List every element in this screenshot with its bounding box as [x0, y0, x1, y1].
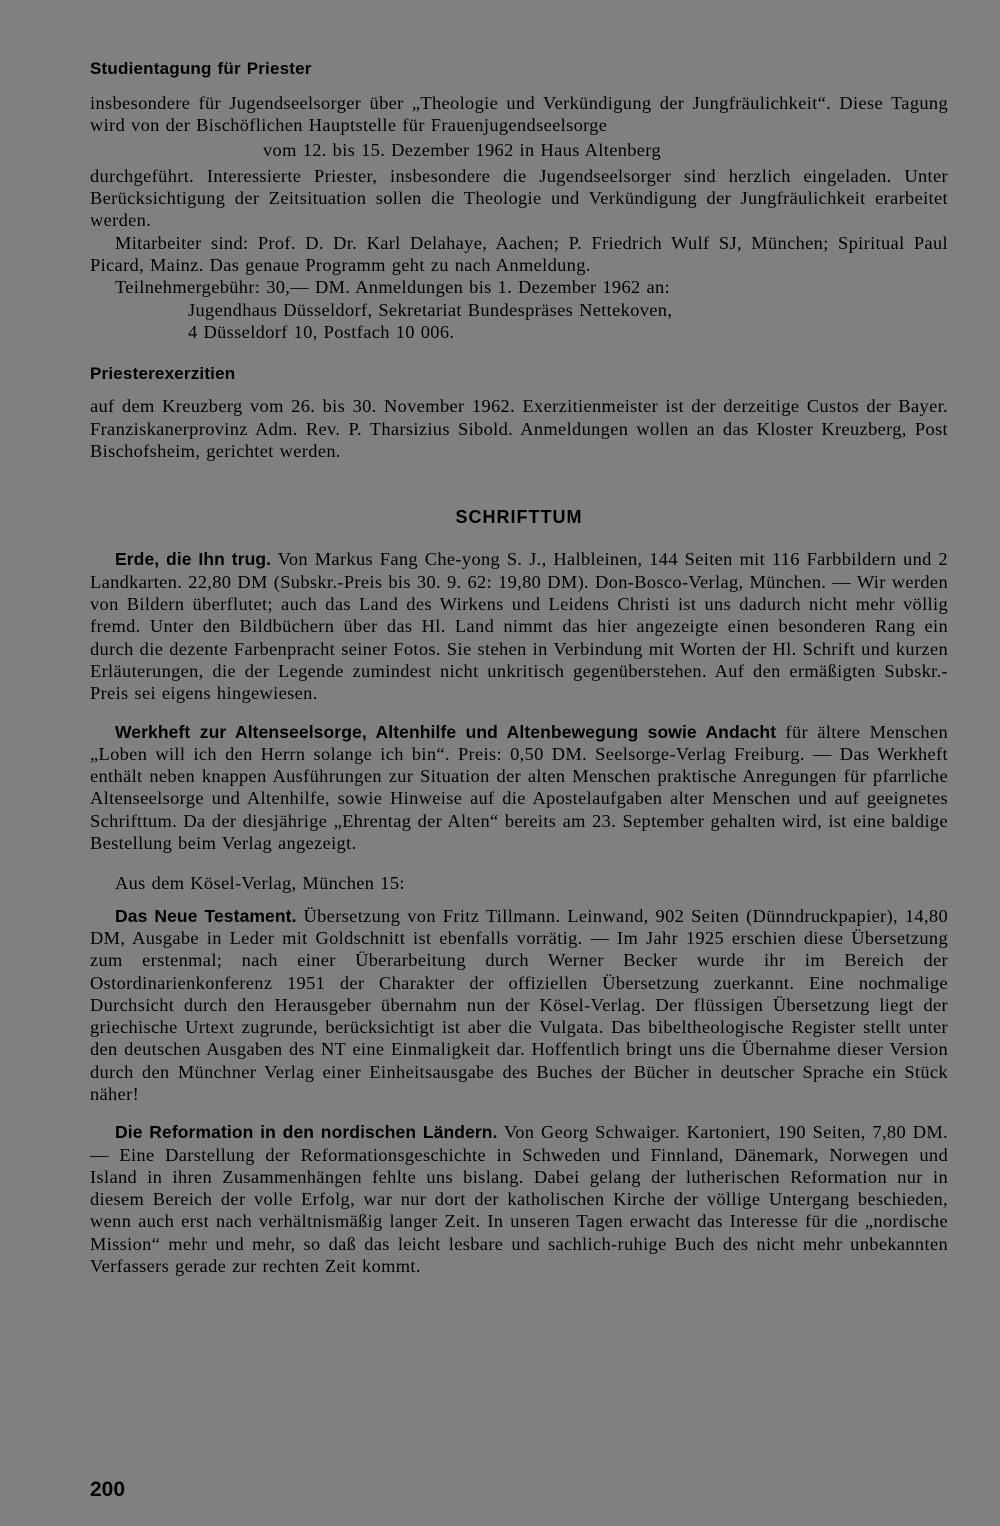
paragraph-priesterexerzitien: auf dem Kreuzberg vom 26. bis 30. November 1962. Exerzitienmeister ist der derzeitige Custos der Bayer. Franziskanerprovinz Adm. Rev. P. Tharsizius Sibold. Anmeldungen wollen an das Kloster Kreuzberg, Post Bischofsheim, gerichtet werden.: [90, 396, 948, 461]
review-text-neues-testament: Übersetzung von Fritz Tillmann. Leinwand, 902 Seiten (Dünndruckpapier), 14,80 DM, Ausgabe in Leder mit Goldschnitt ist ebenfalls vorrätig. — Im Jahr 1925 erschien diese Übersetzung zum erstenmal; nach einer Überarbeitung durch Werner Becker wurde ihr im Bereich der Ostordinarienkonferenz 1951 der Charakter der offiziellen Übersetzung zuerkannt. Eine nochmalige Durchsicht durch den Herausgeber übernahm nun der Kösel-Verlag. Der flüssigen Übersetzung liegt der griechische Urtext zugrunde, berücksichtigt ist aber die Vulgata. Das bibeltheologische Register stellt unter den deutschen Ausgaben des NT eine Einmaligkeit dar. Hoffentlich bringt uns die Übernahme dieser Version durch den Münchner Verlag einer Einheitsausgabe des Buches der Bücher in deutscher Sprache ein Stück näher!: [90, 905, 948, 1104]
review-entry-reformation: [90, 1121, 948, 1277]
paragraph-studientagung-details: durchgeführt. Interessierte Priester, insbesondere die Jugendseelsorger sind herzlich eingeladen. Unter Berücksichtigung der Zeitsituation sollen die Theologie und Verkündigung der Jungfräulichkeit erarbeitet werden.: [90, 165, 948, 231]
paragraph-mitarbeiter: Mitarbeiter sind: Prof. D. Dr. Karl Delahaye, Aachen; P. Friedrich Wulf SJ, München; Spiritual Paul Picard, Mainz. Das genaue Programm geht zu nach Anmeldung.: [90, 232, 948, 276]
review-text-reformation: Von Georg Schwaiger. Kartoniert, 190 Seiten, 7,80 DM. — Eine Darstellung der Reformationsgeschichte in Schweden und Finnland, Dänemark, Norwegen und Island in ihren Zusammenhängen fehlte uns bislang. Dabei gelang der lutherischen Reformation nur in diesem Bereich der volle Erfolg, war nur dort der katholischen Kirche der völlige Untergang beschieden, wenn auch erst nach verhältnismäßig langer Zeit. In unseren Tagen erwacht das Interesse für die „nordische Mission“ mehr und mehr, so daß das leicht lesbare und sachlich-ruhige Buch des nicht mehr unbekannten Verfassers gerade zur rechten Zeit kommt.: [90, 1122, 949, 1277]
section-title-schrifttum: SCHRIFTTUM: [455, 507, 583, 528]
review-title-reformation: Die Reformation in den nordischen Ländern.: [115, 1122, 498, 1143]
heading-priesterexerzitien: Priesterexerzitien: [90, 364, 236, 384]
review-title-werkheft: Werkheft zur Altenseelsorge, Altenhilfe und Altenbewegung sowie Andacht: [115, 721, 777, 742]
address-line-1: Jugendhaus Düsseldorf, Sekretariat Bundespräses Nettekoven,: [188, 299, 673, 320]
address-line-2: 4 Düsseldorf 10, Postfach 10 006.: [188, 321, 455, 342]
paragraph-studientagung-intro: insbesondere für Jugendseelsorger über „Theologie und Verkündigung der Jungfräulichkeit“. Diese Tagung wird von der Bischöflichen Hauptstelle für Frauenjugendseelsorge: [90, 93, 948, 136]
heading-studientagung: Studientagung für Priester: [90, 59, 312, 78]
review-entry-erde: [90, 548, 948, 704]
review-text-werkheft: für ältere Menschen „Loben will ich den Herrn solange ich bin“. Preis: 0,50 DM. Seelsorge-Verlag Freiburg. — Das Werkheft enthält neben knappen Ausführungen zur Situation der alten Menschen praktische Anregungen für pfarrliche Altenseelsorge und Altenhilfe, sowie Hinweise auf die Apostelaufgaben alter Menschen und auf geeignetes Schrifttum. Da der diesjährige „Ehrentag der Alten“ bereits am 23. September gehalten wird, ist eine baldige Bestellung beim Verlag angezeigt.: [90, 721, 948, 854]
date-line: vom 12. bis 15. Dezember 1962 in Haus Altenberg: [263, 139, 661, 160]
review-entry-werkheft: [90, 721, 948, 855]
review-title-neues-testament: Das Neue Testament.: [115, 905, 297, 926]
review-entry-neues-testament: [90, 905, 948, 1106]
review-text-erde: Von Markus Fang Che-yong S. J., Halbleinen, 144 Seiten mit 116 Farbbildern und 2 Landkarten. 22,80 DM (Subskr.-Preis bis 30. 9. 62: 19,80 DM). Don-Bosco-Verlag, München. — Wir werden von Bildern überflutet; auch das Land des Wirkens und Leidens Christi ist uns dadurch nicht mehr völlig fremd. Unter den Bildbüchern über das Hl. Land nimmt das hier angezeigte einen besonderen Rang ein durch die dezente Farbenpracht seiner Fotos. Sie stehen in Verbindung mit Worten der Hl. Schrift und kurzen Erläuterungen, die der Legende zumindest nicht unkritisch gegenüberstehen. Auf den ermäßigten Subskr.-Preis sei eigens hingewiesen.: [90, 549, 948, 704]
publisher-line: Aus dem Kösel-Verlag, München 15:: [115, 873, 405, 894]
review-title-erde: Erde, die Ihn trug.: [115, 549, 272, 570]
paragraph-teilnehmergebuehr: Teilnehmergebühr: 30,— DM. Anmeldungen bis 1. Dezember 1962 an:: [115, 277, 670, 298]
page-number: 200: [90, 1478, 126, 1501]
